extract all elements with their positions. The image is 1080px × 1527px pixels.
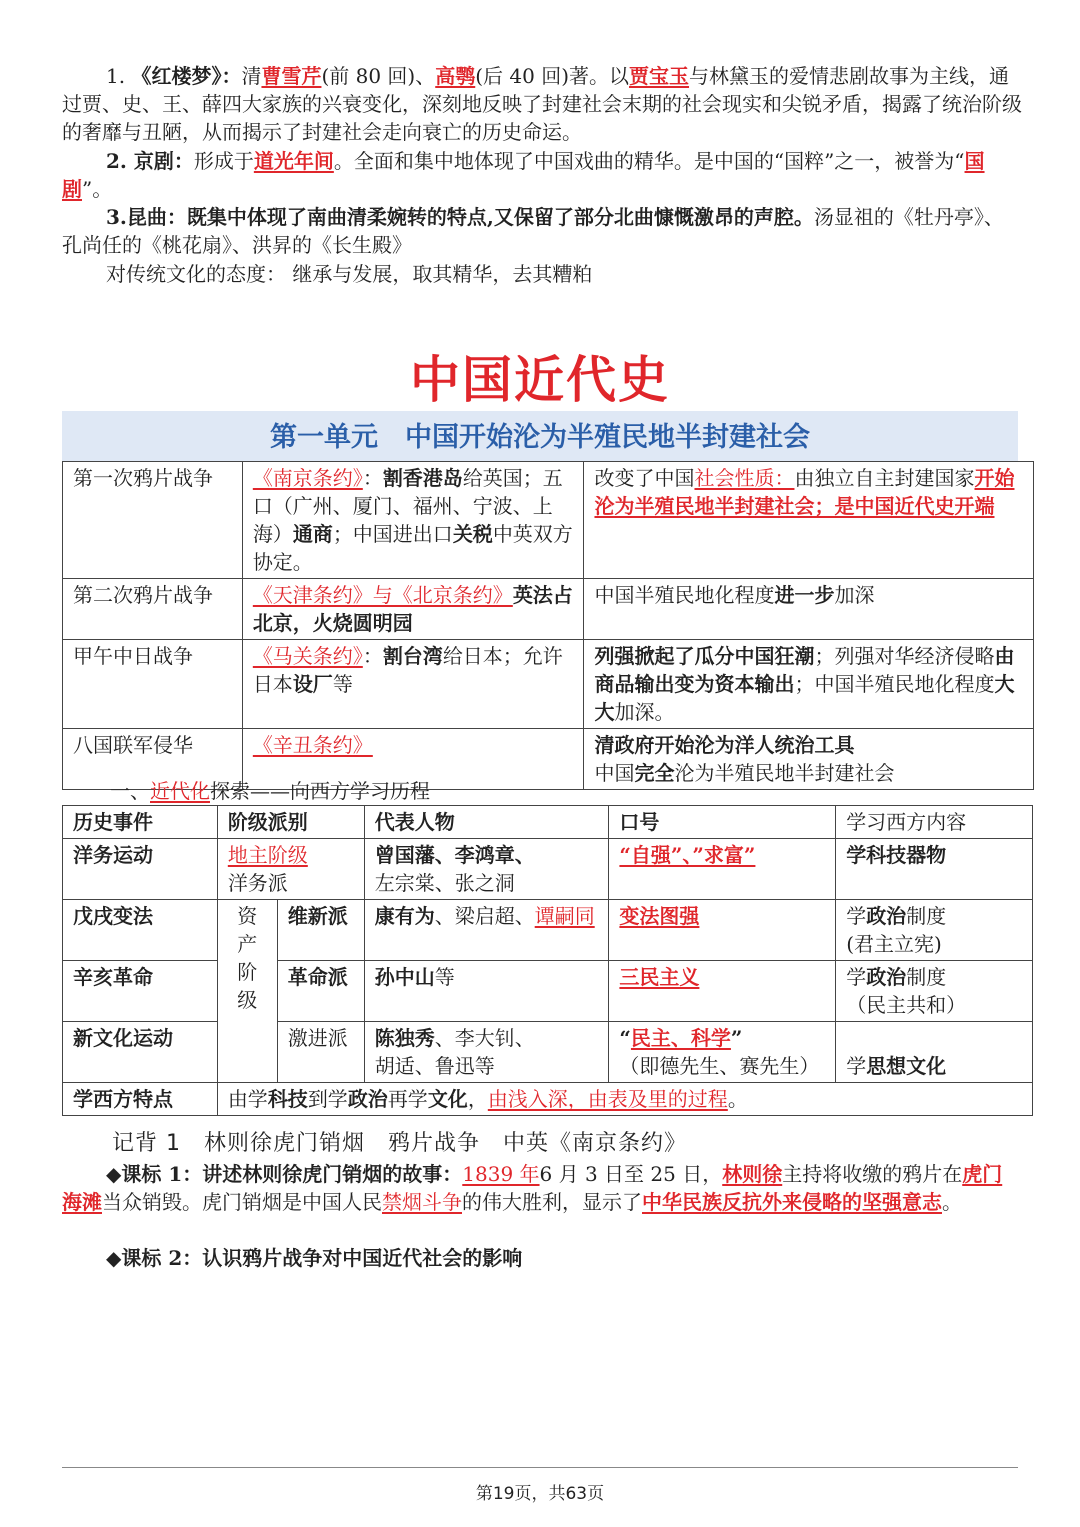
impact-cell: 清政府开始沦为洋人统治工具 中国完全沦为半殖民地半封建社会 — [584, 729, 1034, 790]
treaty-cell: 《天津条约》与《北京条约》英法占北京，火烧圆明园 — [242, 579, 584, 640]
memory-heading: 记背 1 林则徐虎门销烟 鸦片战争 中英《南京条约》 — [112, 1131, 687, 1156]
column-header: 阶级派别 — [217, 806, 364, 839]
event-cell: 新文化运动 — [63, 1022, 218, 1083]
paragraph-jingju: 2. 京剧：形成于道光年间。全面和集中地体现了中国戏曲的精华。是中国的“国粹”之一，被誉为“国剧”。 — [62, 149, 985, 201]
paragraph-kunqu: 3.昆曲：既集中体现了南曲清柔婉转的特点,又保留了部分北曲慷慨激昂的声腔。汤显祖的《牡丹亭》、孔尚任的《桃花扇》、洪昇的《长生殿》 — [62, 205, 1004, 257]
table-row — [63, 640, 1034, 729]
people-cell: 孙中山等 — [364, 961, 609, 1022]
column-header: 历史事件 — [63, 806, 218, 839]
feature-label-cell: 学西方特点 — [63, 1083, 218, 1116]
treaty-cell: 《辛丑条约》 — [242, 729, 584, 790]
column-header: 口号 — [609, 806, 836, 839]
faction-cell: 革命派 — [277, 961, 364, 1022]
event-cell: 第二次鸦片战争 — [63, 579, 243, 640]
paragraph-kebiao1: ◆课标 1：讲述林则徐虎门销烟的故事：1839 年6 月 3 日至 25 日，林则徐主持将收缴的鸦片在虎门海滩当众销毁。虎门销烟是中国人民禁烟斗争的伟大胜利，显示了中华民族反抗外来侵略的坚强意志。 — [62, 1162, 1003, 1214]
slogan-cell: 变法图强 — [609, 900, 836, 961]
slogan-cell: “自强”、”求富” — [609, 839, 836, 900]
people-cell: 曾国藩、李鸿章、 左宗棠、张之洞 — [364, 839, 609, 900]
section-subhead: 一、近代化探索——向西方学习历程 — [110, 779, 430, 803]
event-cell: 第一次鸦片战争 — [63, 462, 243, 579]
table-row — [63, 1083, 1033, 1116]
page-number: 第19页，共63页 — [475, 1484, 605, 1504]
event-cell: 辛亥革命 — [63, 961, 218, 1022]
table-row — [63, 462, 1034, 579]
content-cell: 学政治制度 (君主立宪) — [836, 900, 1033, 961]
impact-cell: 改变了中国社会性质：由独立自主封建国家开始沦为半殖民地半封建社会；是中国近代史开端 — [584, 462, 1034, 579]
slogan-cell: “民主、科学” （即德先生、赛先生） — [609, 1022, 836, 1083]
feature-cell: 由学科技到学政治再学文化，由浅入深，由表及里的过程。 — [217, 1083, 1032, 1116]
paragraph-kebiao2: ◆课标 2：认识鸦片战争对中国近代社会的影响 — [106, 1246, 523, 1270]
content-cell: 学思想文化 — [836, 1022, 1033, 1083]
people-cell: 康有为、梁启超、谭嗣同 — [364, 900, 609, 961]
content-cell: 学政治制度 （民主共和） — [836, 961, 1033, 1022]
class-cell: 地主阶级 洋务派 — [217, 839, 364, 900]
faction-cell: 激进派 — [277, 1022, 364, 1083]
table-header-row — [63, 806, 1033, 839]
impact-cell: 中国半殖民地化程度进一步加深 — [584, 579, 1034, 640]
paragraph-attitude: 对传统文化的态度： 继承与发展，取其精华，去其糟粕 — [106, 262, 593, 286]
column-header: 学习西方内容 — [836, 806, 1033, 839]
main-title: 中国近代史 — [410, 351, 670, 409]
westernization-table — [62, 805, 1033, 1116]
treaty-cell: 《南京条约》：割香港岛给英国；五口（广州、厦门、福州、宁波、上海）通商；中国进出口关税中英双方协定。 — [242, 462, 584, 579]
paragraph-hongloumeng: 1. 《红楼梦》：清曹雪芹(前 80 回)、高鹗(后 40 回)著。以贾宝玉与林黛玉的爱情悲剧故事为主线，通过贾、史、王、薛四大家族的兴衰变化，深刻地反映了封建社会末期的社会现实和尖锐矛盾，揭露了统治阶级的奢靡与丑陋，从而揭示了封建社会走向衰亡的历史命运。 — [62, 64, 1022, 144]
slogan-cell: 三民主义 — [609, 961, 836, 1022]
people-cell: 陈独秀、李大钊、 胡适、鲁迅等 — [364, 1022, 609, 1083]
table-row — [63, 961, 1033, 1022]
table-row — [63, 579, 1034, 640]
treaty-table — [62, 461, 1034, 790]
footer-divider — [62, 1467, 1018, 1468]
column-header: 代表人物 — [364, 806, 609, 839]
event-cell: 八国联军侵华 — [63, 729, 243, 790]
bourgeoisie-cell: 资 产 阶 级 — [217, 900, 277, 1083]
event-cell: 戊戌变法 — [63, 900, 218, 961]
table-row — [63, 1022, 1033, 1083]
treaty-cell: 《马关条约》：割台湾给日本；允许日本设厂等 — [242, 640, 584, 729]
impact-cell: 列强掀起了瓜分中国狂潮；列强对华经济侵略由商品输出变为资本输出；中国半殖民地化程度大大加深。 — [584, 640, 1034, 729]
unit-title: 第一单元 中国开始沦为半殖民地半封建社会 — [62, 411, 1018, 461]
faction-cell: 维新派 — [277, 900, 364, 961]
table-row — [63, 839, 1033, 900]
event-cell: 洋务运动 — [63, 839, 218, 900]
event-cell: 甲午中日战争 — [63, 640, 243, 729]
table-row — [63, 900, 1033, 961]
content-cell: 学科技器物 — [836, 839, 1033, 900]
